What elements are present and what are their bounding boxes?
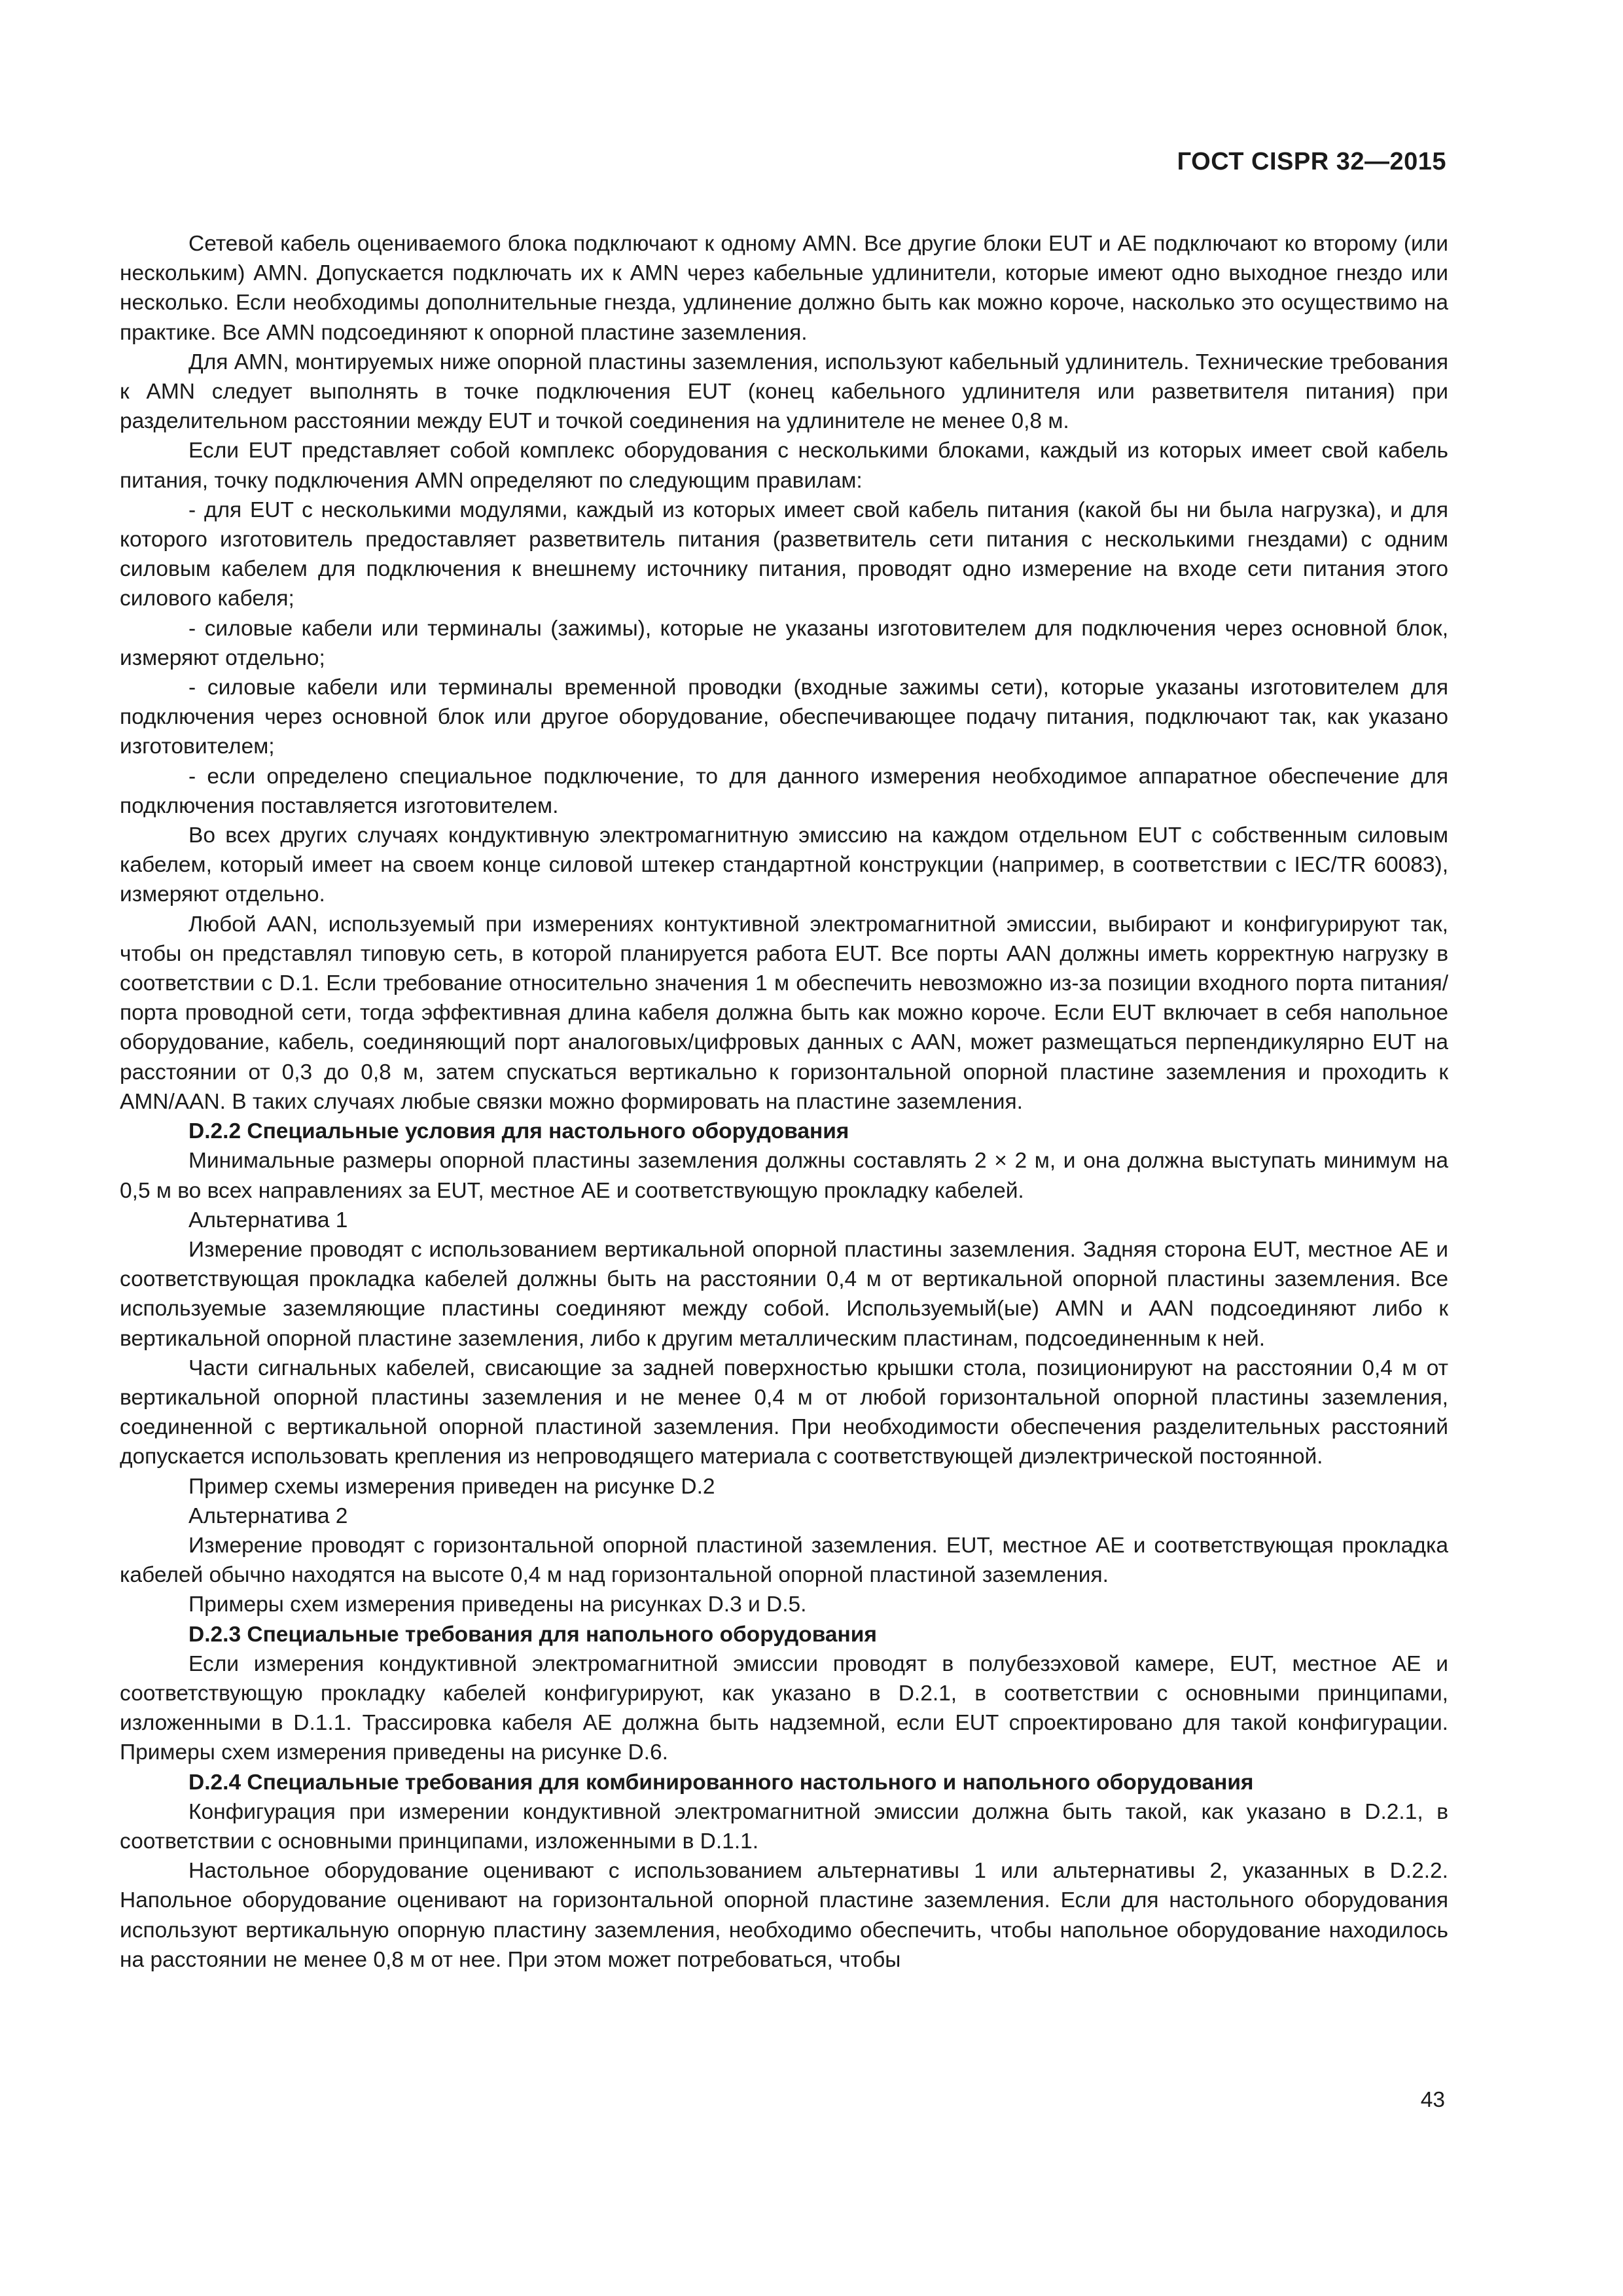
paragraph-amn-below-plate: Для AMN, монтируемых ниже опорной пластины заземления, используют кабельный удлинитель. Технические требования к AMN следует выполнять в точке подключения EUT (конец кабельного удлинителя или разветвителя питания) при разделительном расстоянии между EUT и точкой соединения на удлинителе не менее 0,8 м. bbox=[120, 350, 1448, 434]
paragraph-aan-config: Любой AAN, используемый при измерениях контуктивной электромагнитной эмиссии, выбирают и конфигурируют так, чтобы он представлял типовую сеть, в которой планируется работа EUT. Все порты AAN должны иметь корректную нагрузку в соответствии с D.1. Если требование относительно значения 1 м обеспечить невозможно из-за позиции входного порта питания/порта проводной сети, тогда эффективная длина кабеля должна быть как можно короче. Если EUT включает в себя напольное оборудование, кабель, соединяющий порт аналоговых/цифровых данных с AAN, может размещаться перпендикулярно EUT на расстоянии от 0,3 до 0,8 м, затем спускаться вертикально к горизонтальной опорной пластине заземления и проходить к AMN/AAN. В таких случаях любые связки можно формировать на пластине заземления. bbox=[120, 912, 1448, 1114]
section-heading-d-2-2: D.2.2 Специальные условия для настольного оборудования bbox=[188, 1119, 849, 1144]
list-item-special-connection: - если определено специальное подключение, то для данного измерения необходимое аппаратное обеспечение для подключения поставляется изготовителем. bbox=[120, 764, 1448, 818]
list-item-multi-module: - для EUT с несколькими модулями, каждый из которых имеет свой кабель питания (какой бы ни была нагрузка), и для которого изготовитель предоставляет разветвитель питания (разветвитель сети питания с несколькими гнездами) с одним силовым кабелем для подключения к внешнему источнику питания, проводят одно измерение на входе сети питания этого силового кабеля; bbox=[120, 497, 1448, 611]
section-heading-d-2-4: D.2.4 Специальные требования для комбинированного настольного и напольного оборудования bbox=[188, 1770, 1254, 1795]
document-body bbox=[120, 229, 1448, 1975]
list-item-temporary-wiring: - силовые кабели или терминалы временной проводки (входные зажимы сети), которые указаны изготовителем для подключения через основной блок или другое оборудование, обеспечивающее подачу питания, подключают так, как указано изготовителем; bbox=[120, 675, 1448, 759]
list-item-unspecified-cables: - силовые кабели или терминалы (зажимы), которые не указаны изготовителем для подключения через основной блок, измеряют отдельно; bbox=[120, 616, 1448, 670]
paragraph-amn-connection: Сетевой кабель оцениваемого блока подключают к одному AMN. Все другие блоки EUT и АЕ подключают ко второму (или нескольким) AMN. Допускается подключать их к AMN через кабельные удлинители, которые имеют одно выходное гнездо или несколько. Если необходимы дополнительные гнезда, удлинение должно быть как можно короче, насколько это осуществимо на практике. Все AMN подсоединяют к опорной пластине заземления. bbox=[120, 232, 1448, 345]
paragraph-horizontal-plate: Измерение проводят с горизонтальной опорной пластиной заземления. EUT, местное АЕ и соответствующая прокладка кабелей обычно находятся на высоте 0,4 м над горизонтальной опорной пластиной заземления. bbox=[120, 1533, 1448, 1588]
section-heading-d-2-3: D.2.3 Специальные требования для напольного оборудования bbox=[188, 1622, 877, 1647]
paragraph-multi-unit-rules: Если EUT представляет собой комплекс оборудования с несколькими блоками, каждый из которых имеет свой кабель питания, точку подключения AMN определяют по следующим правилам: bbox=[120, 439, 1448, 493]
paragraph-figure-d2-ref: Пример схемы измерения приведен на рисунке D.2 bbox=[188, 1474, 715, 1499]
paragraph-figure-d3-d5-ref: Примеры схем измерения приведены на рисунках D.3 и D.5. bbox=[188, 1592, 807, 1617]
document-code-header: ГОСТ CISPR 32—2015 bbox=[1177, 148, 1446, 175]
label-alternative-2: Альтернатива 2 bbox=[188, 1503, 348, 1528]
page-number: 43 bbox=[1420, 2088, 1445, 2112]
label-alternative-1: Альтернатива 1 bbox=[188, 1208, 348, 1232]
paragraph-tabletop-evaluation: Настольное оборудование оценивают с использованием альтернативы 1 или альтернативы 2, указанных в D.2.2. Напольное оборудование оценивают на горизонтальной опорной пластине заземления. Если для настольного оборудования используют вертикальную опорную пластину заземления, необходимо обеспечить, чтобы напольное оборудование находилось на расстоянии не менее 0,8 м от нее. При этом может потребоваться, чтобы bbox=[120, 1859, 1448, 1972]
paragraph-vertical-plate: Измерение проводят с использованием вертикальной опорной пластины заземления. Задняя сторона EUT, местное АЕ и соответствующая прокладка кабелей должны быть на расстоянии 0,4 м от вертикальной опорной пластины заземления. Все используемые заземляющие пластины соединяют между собой. Используемый(ые) AMN и AAN подсоединяют либо к вертикальной опорной пластине заземления, либо к другим металлическим пластинам, подсоединенным к ней. bbox=[120, 1237, 1448, 1351]
paragraph-floor-standing: Если измерения кондуктивной электромагнитной эмиссии проводят в полубезэховой камере, EUT, местное АЕ и соответствующую прокладку кабелей конфигурируют, как указано в D.2.1, в соответствии с основными принципами, изложенными в D.1.1. Трассировка кабеля АЕ должна быть надземной, если EUT спроектировано для такой конфигурации. Примеры схем измерения приведены на рисунке D.6. bbox=[120, 1651, 1448, 1765]
paragraph-other-cases: Во всех других случаях кондуктивную электромагнитную эмиссию на каждом отдельном EUT с собственным силовым кабелем, который имеет на своем конце силовой штекер стандартной конструкции (например, в соответствии с IEC/TR 60083), измеряют отдельно. bbox=[120, 823, 1448, 907]
paragraph-signal-cables: Части сигнальных кабелей, свисающие за задней поверхностью крышки стола, позиционируют на расстоянии 0,4 м от вертикальной опорной пластины заземления и не менее 0,4 м от любой горизонтальной опорной пластины заземления, соединенной с вертикальной опорной пластиной заземления. При необходимости обеспечения разделительных расстояний допускается использовать крепления из непроводящего материала с соответствующей диэлектрической постоянной. bbox=[120, 1355, 1448, 1469]
paragraph-plate-dimensions: Минимальные размеры опорной пластины заземления должны составлять 2 × 2 м, и она должна выступать минимум на 0,5 м во всех направлениях за EUT, местное АЕ и соответствующую прокладку кабелей. bbox=[120, 1149, 1448, 1203]
paragraph-combined-config: Конфигурация при измерении кондуктивной электромагнитной эмиссии должна быть такой, как указано в D.2.1, в соответствии с основными принципами, изложенными в D.1.1. bbox=[120, 1799, 1448, 1854]
